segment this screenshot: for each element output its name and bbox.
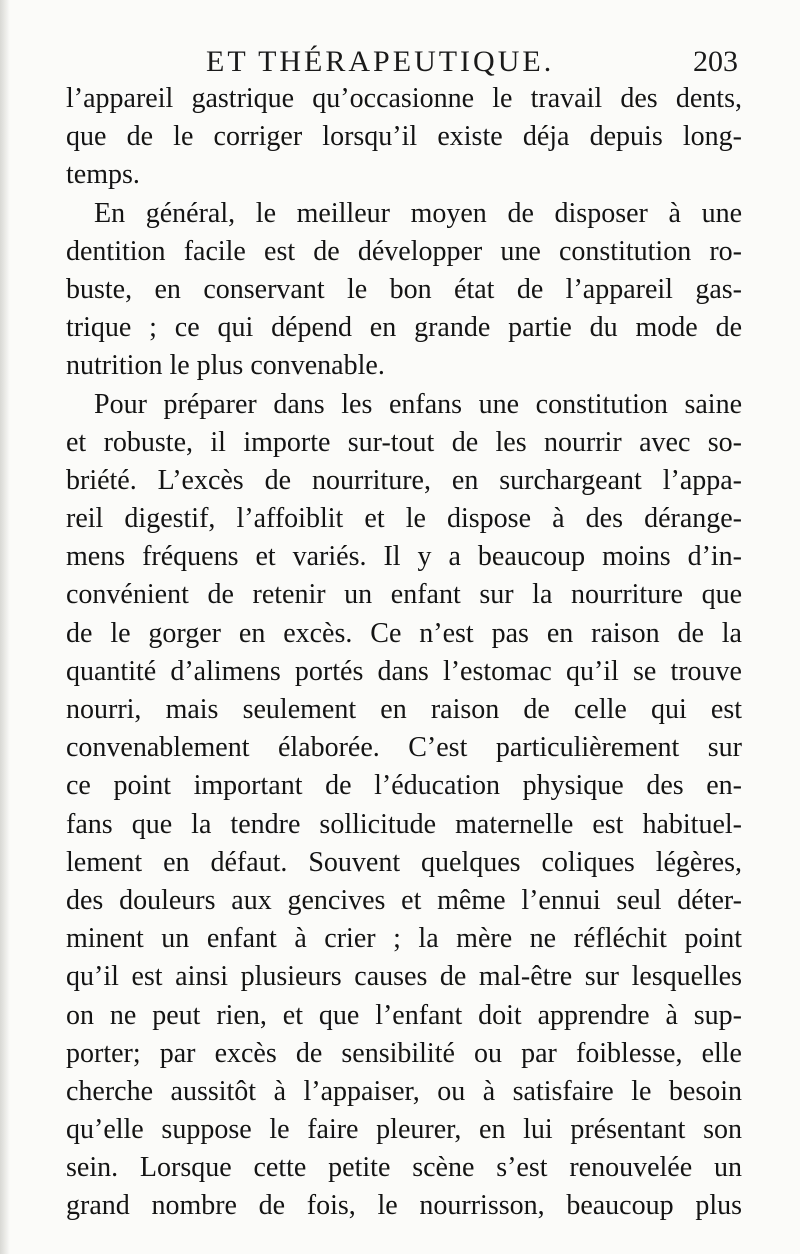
page-gutter-shadow <box>0 0 10 1254</box>
paragraph-first-line: Pour préparer dans les enfans une constitution saine <box>94 388 742 420</box>
text-line: mens fréquens et variés. Il y a beaucoup moins d’in- <box>66 541 742 573</box>
text-line: porter; par excès de sensibilité ou par foiblesse, elle <box>66 1037 742 1069</box>
page-number: 203 <box>693 45 738 78</box>
paragraph-first-line: En général, le meilleur moyen de disposer à une <box>94 197 742 229</box>
text-line: fans que la tendre sollicitude maternelle est habituel- <box>66 808 742 840</box>
text-line: et robuste, il importe sur-tout de les nourrir avec so- <box>66 426 742 458</box>
text-line: convénient de retenir un enfant sur la nourriture que <box>66 579 742 611</box>
page-header <box>66 44 742 84</box>
text-line: buste, en conservant le bon état de l’appareil gas- <box>66 273 742 305</box>
text-line: qu’elle suppose le faire pleurer, en lui présentant son <box>66 1114 742 1146</box>
text-line: nourri, mais seulement en raison de celle qui est <box>66 694 742 725</box>
text-line: convenablement élaborée. C’est particulièrement sur <box>66 732 742 764</box>
text-line: reil digestif, l’affoiblit et le dispose à des dérange- <box>66 503 742 535</box>
text-line: l’appareil gastrique qu’occasionne le travail des dents, <box>66 83 742 114</box>
text-line: lement en défaut. Souvent quelques coliques légères, <box>66 846 742 878</box>
text-line: ce point important de l’éducation physique des en- <box>66 770 742 802</box>
text-line: on ne peut rien, et que l’enfant doit apprendre à sup- <box>66 999 742 1031</box>
text-line: sein. Lorsque cette petite scène s’est renouvelée un <box>66 1152 742 1184</box>
text-line: temps. <box>66 159 140 191</box>
text-line: des douleurs aux gencives et même l’ennui seul déter- <box>66 884 742 916</box>
text-line: nutrition le plus convenable. <box>66 350 385 382</box>
text-line: briété. L’excès de nourriture, en surchargeant l’appa- <box>66 464 742 496</box>
text-line: que de le corriger lorsqu’il existe déja depuis long- <box>66 121 742 153</box>
text-line: de le gorger en excès. Ce n’est pas en raison de la <box>66 617 742 649</box>
text-line: cherche aussitôt à l’appaiser, ou à satisfaire le besoin <box>66 1075 742 1107</box>
text-line: grand nombre de fois, le nourrisson, beaucoup plus <box>66 1190 742 1222</box>
text-line: dentition facile est de développer une constitution ro- <box>66 235 742 267</box>
text-line: minent un enfant à crier ; la mère ne réfléchit point <box>66 923 742 955</box>
text-line: quantité d’alimens portés dans l’estomac qu’il se trouve <box>66 655 742 687</box>
text-line: qu’il est ainsi plusieurs causes de mal-être sur lesquelles <box>66 961 742 993</box>
text-line: trique ; ce qui dépend en grande partie du mode de <box>66 312 742 344</box>
running-title: ET THÉRAPEUTIQUE. <box>206 45 555 78</box>
body-text <box>66 80 742 1226</box>
